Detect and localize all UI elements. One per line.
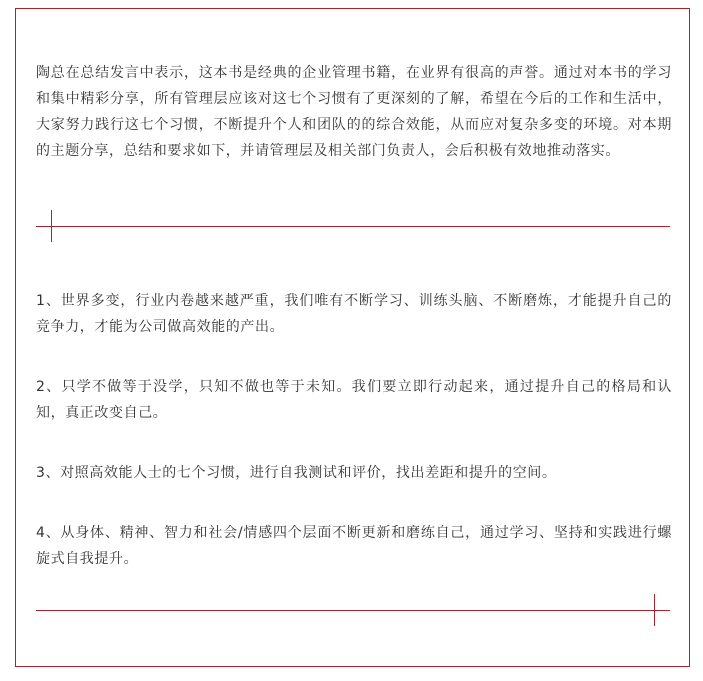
point-2-paragraph: 2、只学不做等于没学，只知不做也等于未知。我们要立即行动起来，通过提升自己的格局和认知，真正改变自己。 bbox=[36, 379, 672, 421]
intro-paragraph: 陶总在总结发言中表示，这本书是经典的企业管理书籍，在业界有很高的声誉。通过对本书的学习和集中精彩分享，所有管理层应该对这七个习惯有了更深刻的了解，希望在今后的工作和生活中，大家努力践行这七个习惯，不断提升个人和团队的的综合效能，从而应对复杂多变的环境。对本期的主题分享，总结和要求如下，并请管理层及相关部门负责人，会后积极有效地推动落实。 bbox=[36, 65, 672, 159]
divider-top-cross bbox=[51, 210, 52, 242]
point-3-paragraph: 3、对照高效能人士的七个习惯，进行自我测试和评价，找出差距和提升的空间。 bbox=[36, 465, 557, 481]
divider-bottom-cross bbox=[654, 594, 655, 626]
divider-bottom-line bbox=[36, 610, 670, 611]
divider-top-line bbox=[36, 226, 670, 227]
point-4-paragraph: 4、从身体、精神、智力和社会/情感四个层面不断更新和磨练自己，通过学习、坚持和实践进行螺旋式自我提升。 bbox=[36, 525, 672, 567]
point-1-paragraph: 1、世界多变，行业内卷越来越严重，我们唯有不断学习、训练头脑、不断磨炼，才能提升自己的竞争力，才能为公司做高效能的产出。 bbox=[36, 293, 672, 335]
